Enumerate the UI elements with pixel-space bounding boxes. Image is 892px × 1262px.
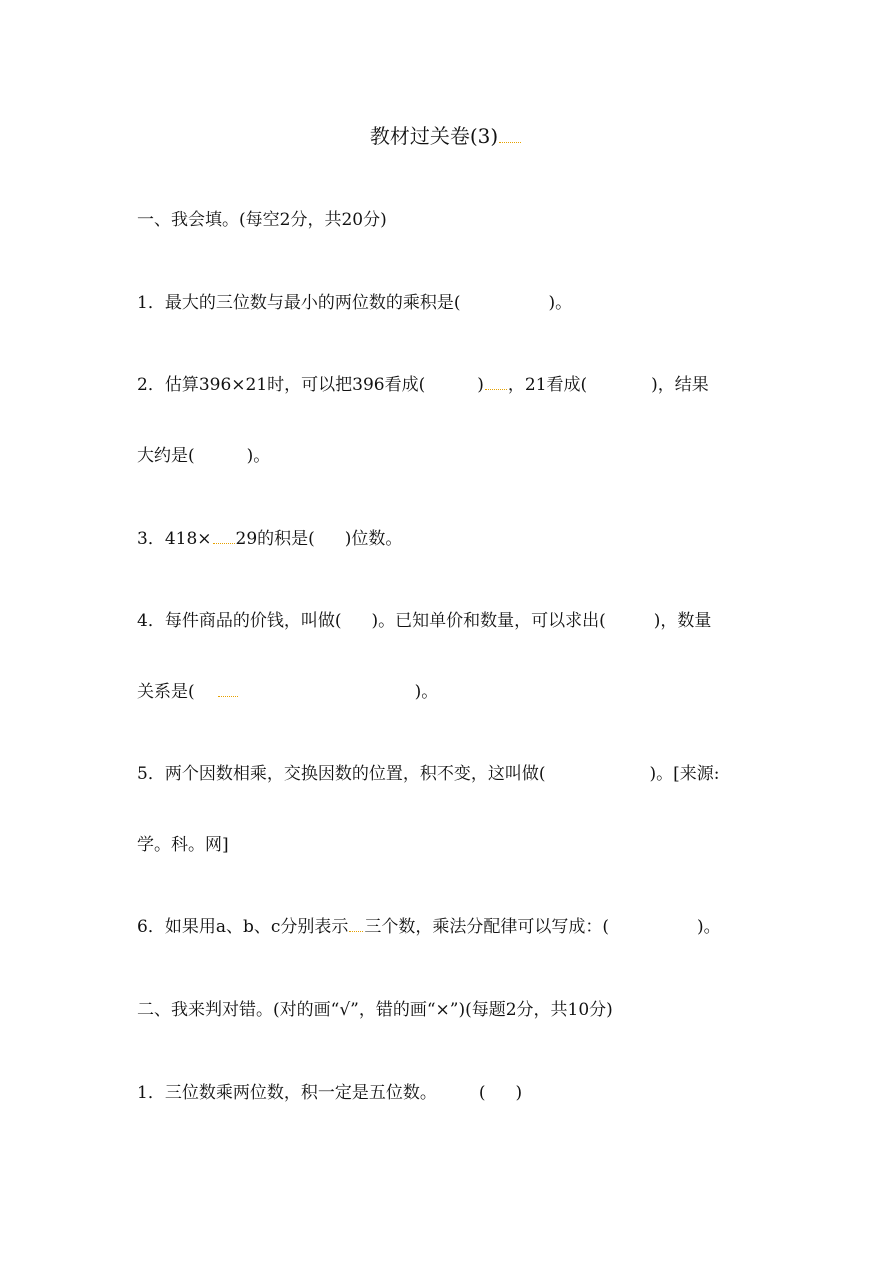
question-1-2-cont: 大约是( )。 [137, 446, 271, 466]
edit-mark [213, 542, 235, 544]
page-title [0, 123, 892, 149]
question-1-4: 4．每件商品的价钱，叫做( )。已知单价和数量，可以求出( )，数量 [137, 611, 712, 631]
question-1-1: 1．最大的三位数与最小的两位数的乘积是( )。 [137, 293, 573, 313]
question-1-3: 3．418× 29的积是( )位数。 [137, 529, 403, 549]
edit-mark [499, 141, 521, 143]
question-1-2: 2．估算396×21时，可以把396看成( ) ，21看成( )，结果 [137, 375, 709, 395]
question-1-5: 5．两个因数相乘，交换因数的位置，积不变，这叫做( )。[来源: [137, 764, 720, 784]
question-1-4-cont: 关系是( )。 [137, 682, 439, 702]
question-1-5-cont: 学。科。网] [137, 835, 229, 855]
title-text: 教材过关卷(3) [369, 124, 499, 148]
edit-mark [218, 695, 238, 697]
edit-mark [349, 930, 363, 932]
section-2-heading: 二、我来判对错。(对的画“√”，错的画“×”)(每题2分，共10分) [137, 1000, 613, 1020]
edit-mark [485, 388, 507, 390]
section-1-heading: 一、我会填。(每空2分，共20分) [137, 210, 387, 230]
question-1-6: 6．如果用a、b、c分别表示 三个数，乘法分配律可以写成：( )。 [137, 917, 721, 937]
question-2-1: 1．三位数乘两位数，积一定是五位数。 ( ) [137, 1083, 523, 1103]
